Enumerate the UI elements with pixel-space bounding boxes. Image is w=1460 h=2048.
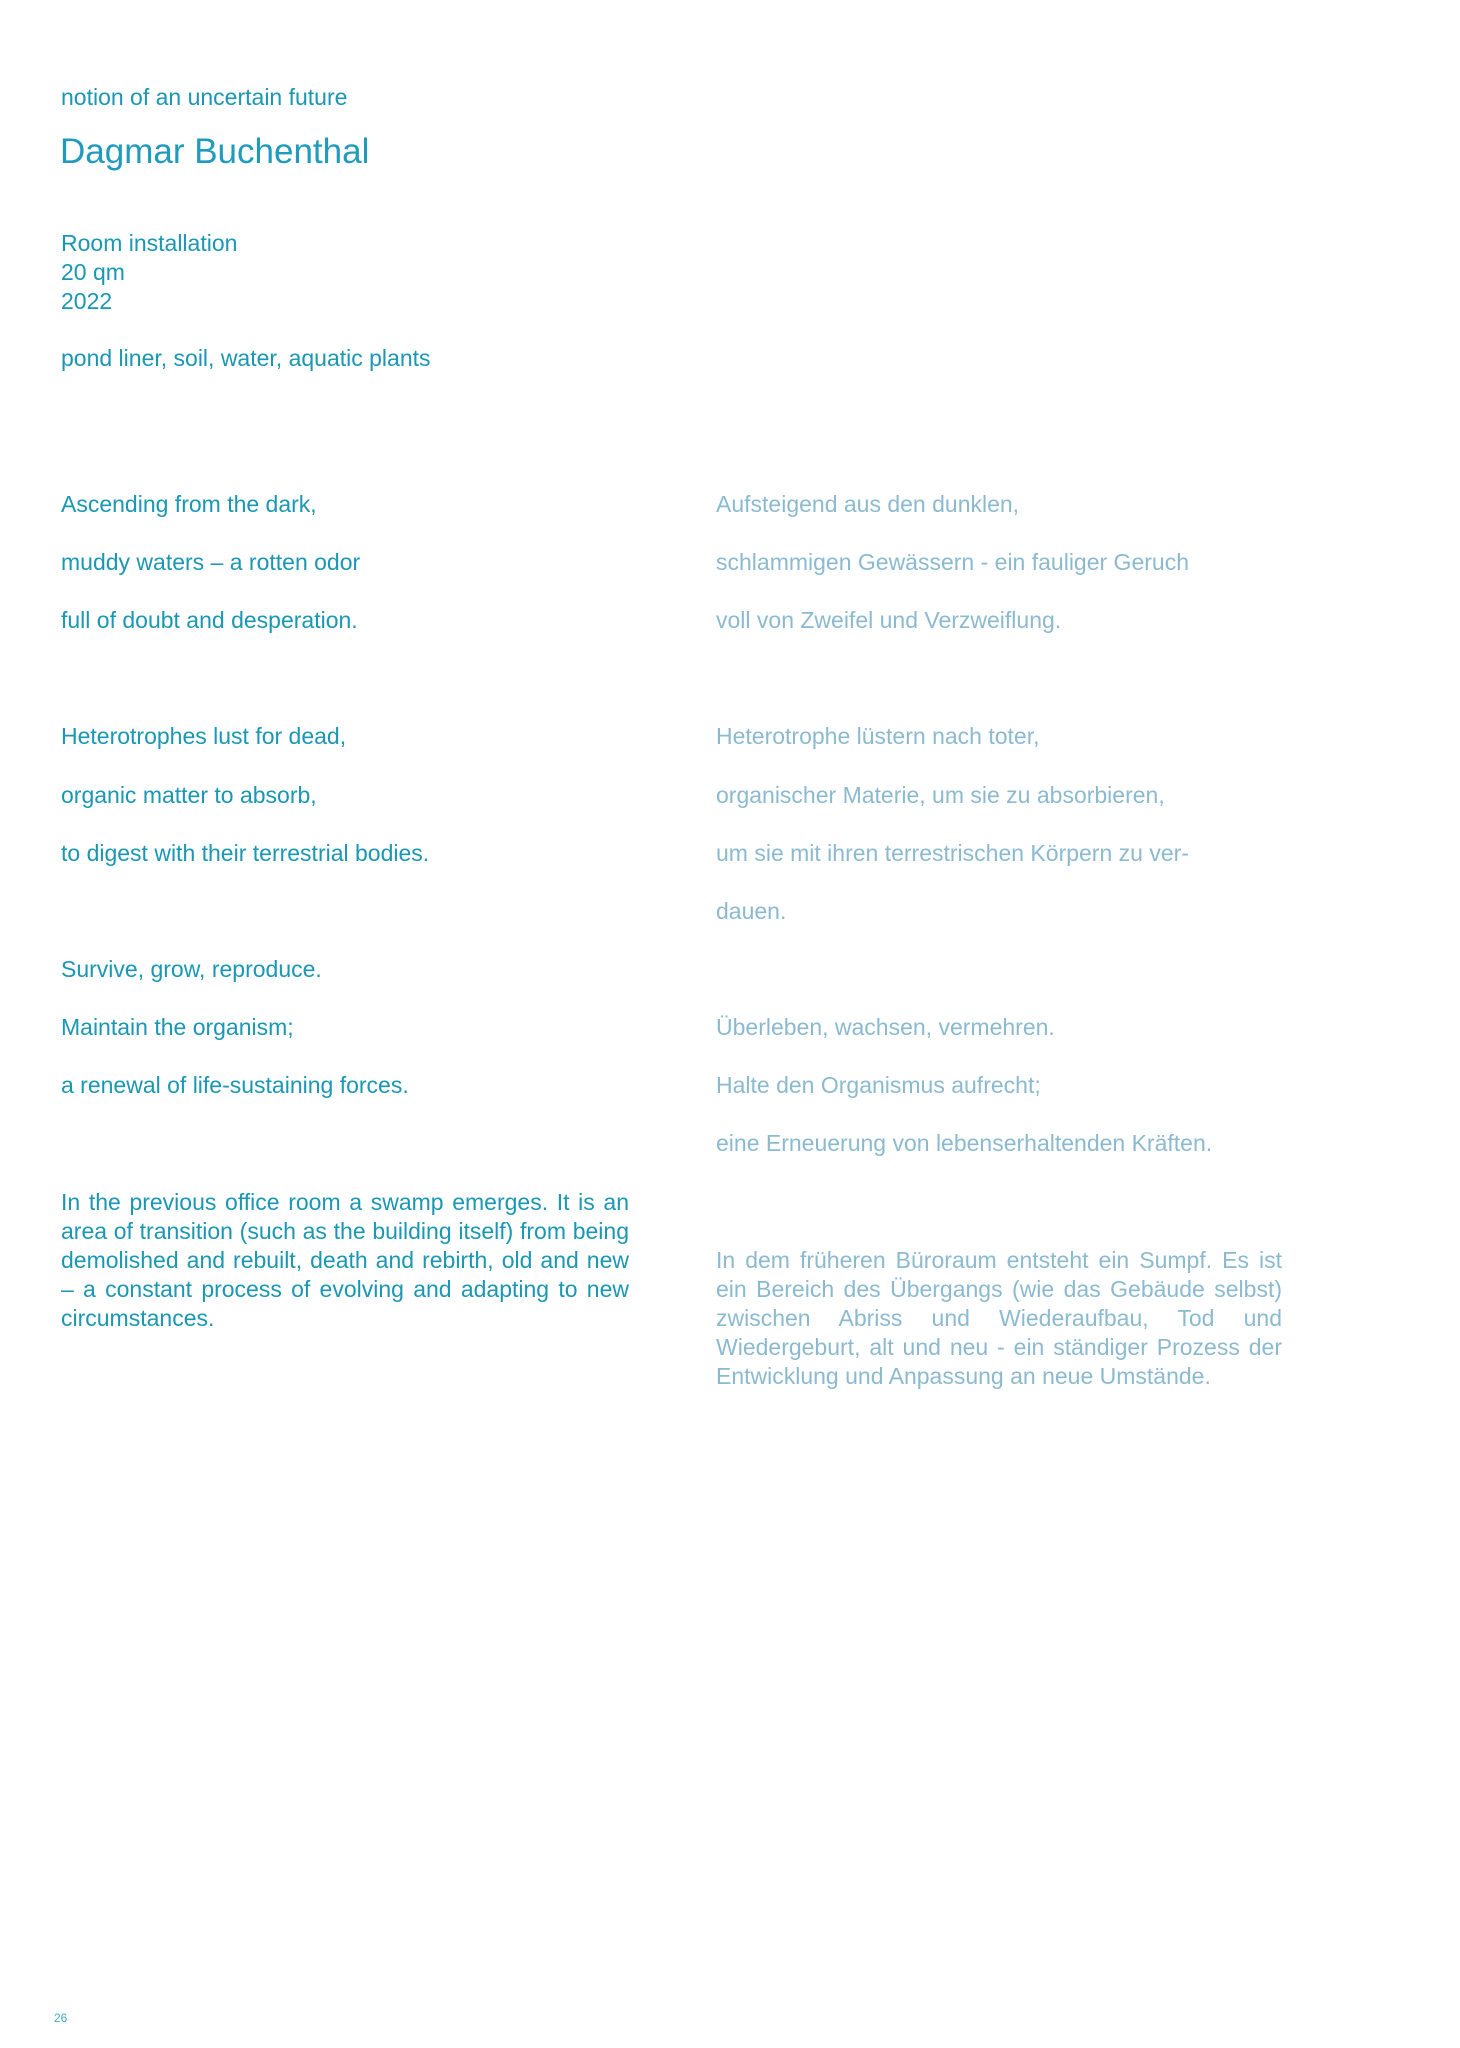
description-german: In dem früheren Büroraum entsteht ein Sumpf. Es ist ein Bereich des Übergangs (wie das Gebäude selbst) zwischen Abriss und Wiederaufbau, Tod und Wiedergeburt, alt und neu - ein ständiger Prozess der Entwicklung und Anpassung an neue Umstände.: [716, 1247, 1282, 1389]
poem-line: a renewal of life-sustaining forces.: [61, 1072, 409, 1098]
poem-line: Aufsteigend aus den dunklen,: [716, 491, 1020, 517]
artwork-size: 20 qm: [61, 259, 125, 285]
poem-line: Heterotrophes lust for dead,: [61, 723, 347, 749]
artwork-meta: [61, 229, 237, 316]
poem-line: schlammigen Gewässern - ein fauliger Geruch: [716, 549, 1189, 575]
poem-line: full of doubt and desperation.: [61, 607, 358, 633]
poem-line: to digest with their terrestrial bodies.: [61, 840, 430, 866]
page-number: 26: [54, 2011, 68, 2025]
exhibition-subtitle: notion of an uncertain future: [61, 84, 348, 110]
poem-line: um sie mit ihren terrestrischen Körpern zu ver-: [716, 840, 1189, 866]
poem-line: muddy waters – a rotten odor: [61, 549, 361, 575]
artwork-type: Room installation: [61, 230, 238, 256]
artwork-year: 2022: [61, 288, 113, 314]
poem-line: Ascending from the dark,: [61, 491, 317, 517]
poem-line: Heterotrophe lüstern nach toter,: [716, 723, 1040, 749]
poem-line: Überleben, wachsen, vermehren.: [716, 1014, 1055, 1040]
poem-line: organischer Materie, um sie zu absorbieren,: [716, 782, 1165, 808]
description-english: In the previous office room a swamp emerges. It is an area of transition (such as the building itself) from being demolished and rebuilt, death and rebirth, old and new – a constant process of evolving and adapting to new circumstances.: [61, 1189, 629, 1331]
poem-line: organic matter to absorb,: [61, 782, 317, 808]
poem-line: Halte den Organismus aufrecht;: [716, 1072, 1041, 1098]
poem-line: voll von Zweifel und Verzweiflung.: [716, 607, 1062, 633]
poem-line: Maintain the organism;: [61, 1014, 294, 1040]
artist-name: Dagmar Buchenthal: [60, 132, 370, 171]
artwork-materials: pond liner, soil, water, aquatic plants: [61, 345, 431, 371]
poem-line: eine Erneuerung von lebenserhaltenden Kräften.: [716, 1130, 1213, 1156]
poem-line: Survive, grow, reproduce.: [61, 956, 322, 982]
poem-line: dauen.: [716, 898, 787, 924]
